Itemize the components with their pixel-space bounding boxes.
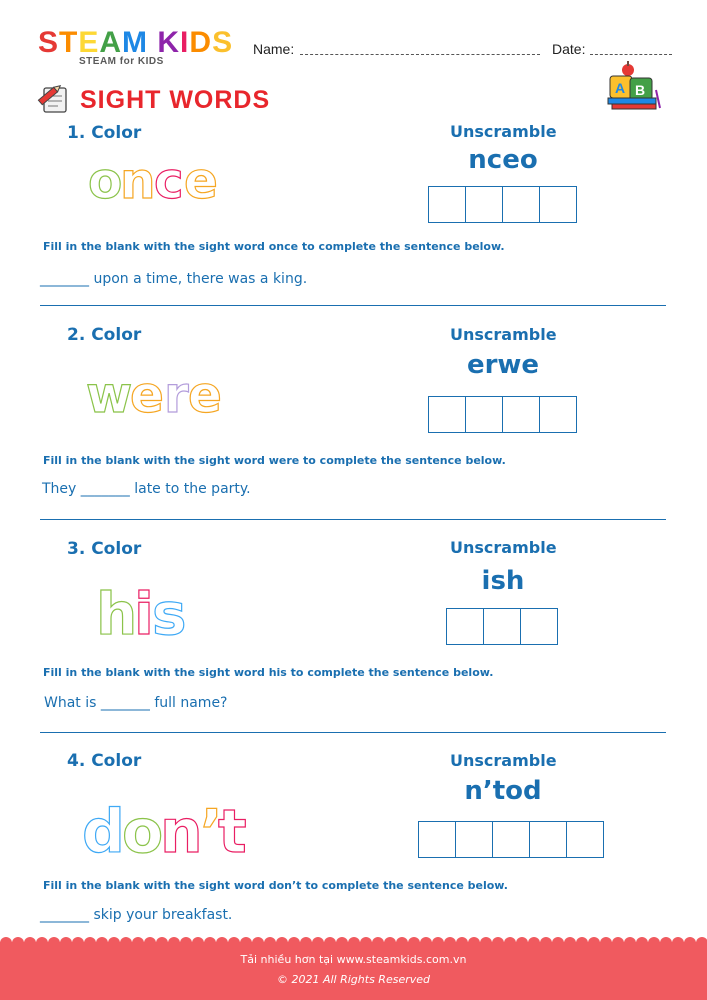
section-2-sentence: They _______ late to the party.	[42, 481, 251, 497]
svg-text:h: h	[96, 580, 138, 642]
svg-text:e: e	[130, 366, 164, 422]
section-4-unscramble-label: Unscramble	[450, 751, 557, 770]
letter-box[interactable]	[539, 396, 577, 433]
svg-text:w: w	[86, 366, 133, 422]
notepad-pencil-icon	[36, 82, 72, 116]
section-1-unscramble-label: Unscramble	[450, 122, 557, 141]
date-label: Date:	[552, 41, 586, 57]
svg-text:d: d	[82, 797, 125, 860]
svg-text:s: s	[152, 580, 187, 642]
section-4-scrambled-word: n’tod	[464, 776, 542, 806]
letter-box[interactable]	[502, 396, 540, 433]
letter-box[interactable]	[455, 821, 493, 858]
section-4-outline-word	[82, 790, 252, 860]
section-4-sentence: _______ skip your breakfast.	[40, 907, 233, 923]
section-3-scrambled-word: ish	[481, 566, 525, 596]
section-1-instruction: Fill in the blank with the sight word once to complete the sentence below.	[43, 240, 505, 253]
svg-text:e: e	[188, 366, 222, 422]
letter-box[interactable]	[446, 608, 484, 645]
section-3-outline-word	[96, 574, 196, 642]
svg-text:B: B	[635, 82, 646, 98]
svg-text:r: r	[164, 366, 189, 422]
letter-box[interactable]	[465, 186, 503, 223]
name-label: Name:	[253, 41, 295, 57]
footer	[0, 942, 707, 1000]
section-1-answer-boxes	[428, 186, 576, 223]
section-2-color-heading: 2. Color	[67, 325, 142, 345]
svg-text:c: c	[154, 152, 184, 208]
section-3-color-heading: 3. Color	[67, 539, 142, 559]
logo-subtitle: STEAM for KIDS	[79, 56, 164, 67]
footer-copyright: © 2021 All Rights Reserved	[276, 973, 430, 986]
svg-text:i: i	[134, 580, 154, 642]
svg-text:o: o	[88, 152, 123, 208]
svg-text:o: o	[122, 797, 164, 860]
page-title: SIGHT WORDS	[80, 86, 271, 114]
section-2-answer-boxes	[428, 396, 576, 433]
section-2-instruction: Fill in the blank with the sight word were to complete the sentence below.	[43, 454, 506, 467]
svg-text:t: t	[218, 797, 247, 860]
section-3-instruction: Fill in the blank with the sight word his to complete the sentence below.	[43, 666, 494, 679]
svg-text:’: ’	[200, 797, 223, 860]
svg-text:n: n	[120, 152, 156, 208]
books-abc-icon	[604, 60, 662, 112]
name-field[interactable]	[300, 54, 540, 55]
letter-box[interactable]	[539, 186, 577, 223]
section-2-outline-word	[86, 366, 231, 422]
svg-text:A: A	[615, 80, 626, 96]
letter-box[interactable]	[428, 396, 466, 433]
section-4-color-heading: 4. Color	[67, 751, 142, 771]
section-1-sentence: _______ upon a time, there was a king.	[40, 271, 308, 287]
svg-text:n: n	[160, 797, 203, 860]
letter-box[interactable]	[502, 186, 540, 223]
footer-website: Tải nhiều hơn tại www.steamkids.com.vn	[240, 953, 467, 966]
section-4-answer-boxes	[418, 821, 603, 858]
letter-box[interactable]	[492, 821, 530, 858]
svg-text:e: e	[184, 152, 218, 208]
section-1-scrambled-word: nceo	[468, 145, 538, 175]
date-field[interactable]	[590, 54, 672, 55]
divider	[40, 305, 666, 306]
section-3-unscramble-label: Unscramble	[450, 538, 557, 557]
section-3-answer-boxes	[446, 608, 557, 645]
logo: STEAM KIDS	[38, 26, 234, 59]
letter-box[interactable]	[418, 821, 456, 858]
section-2-unscramble-label: Unscramble	[450, 325, 557, 344]
letter-box[interactable]	[566, 821, 604, 858]
letter-box[interactable]	[465, 396, 503, 433]
letter-box[interactable]	[520, 608, 558, 645]
divider	[40, 519, 666, 520]
section-4-instruction: Fill in the blank with the sight word don’t to complete the sentence below.	[43, 879, 508, 892]
letter-box[interactable]	[529, 821, 567, 858]
section-1-outline-word	[86, 152, 226, 208]
divider	[40, 732, 666, 733]
section-1-color-heading: 1. Color	[67, 123, 142, 143]
letter-box[interactable]	[483, 608, 521, 645]
section-2-scrambled-word: erwe	[466, 350, 540, 380]
letter-box[interactable]	[428, 186, 466, 223]
section-3-sentence: What is _______ full name?	[44, 695, 228, 711]
